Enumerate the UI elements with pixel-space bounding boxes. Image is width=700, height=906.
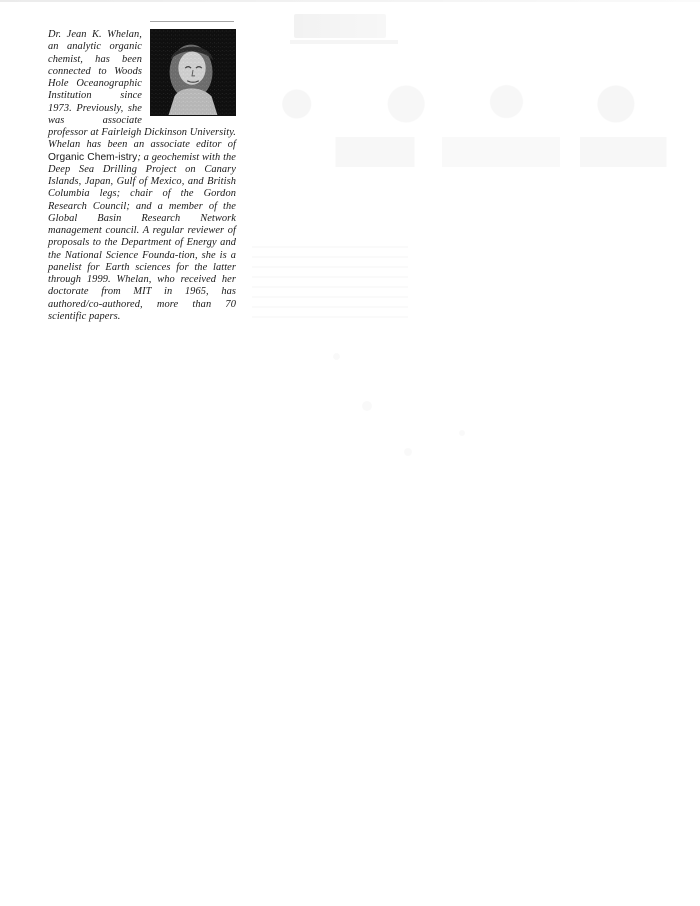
- faint-headline-secondary: [304, 137, 698, 167]
- speckle: [333, 353, 340, 360]
- author-bio-block: [48, 29, 236, 322]
- speckle: [362, 401, 372, 411]
- bio-segment-3: ; a geochemist with the Deep Sea Drilling Project on Canary Islands, Japan, Gulf of Mexico, and British Columbia legs; chair of the Gordon Research Council; and a member of the Global Basin Research Network management council. A regular reviewer of proposals to the Department of Energy and the National Science Founda-tion, she is a panelist for Earth sciences for the latter through 1999. Whelan, who received her doctorate from MIT in 1965, has authored/co-authored, more than 70 scientific papers.: [48, 151, 236, 322]
- faint-masthead-subline: [290, 40, 398, 44]
- speckle: [459, 430, 465, 436]
- faint-masthead: [294, 14, 386, 38]
- caption-rule: [150, 21, 234, 22]
- bio-segment-1: Dr. Jean K. Whelan, an analytic organic chemist, has been connected to Woods Hole Oceanographic Institution since 1973. Previously, she was associate professor at Fairleigh Dickinson University. Whelan has been an associate editor of: [48, 29, 236, 151]
- faint-headline: [242, 80, 698, 128]
- portrait-photo-icon: [151, 30, 235, 115]
- faint-body-text: [252, 246, 408, 326]
- author-photo: [150, 29, 236, 116]
- page-edge-shadow: [0, 0, 700, 2]
- bio-segment-2: Organic Chem-istry: [48, 151, 138, 163]
- speckle: [404, 448, 412, 456]
